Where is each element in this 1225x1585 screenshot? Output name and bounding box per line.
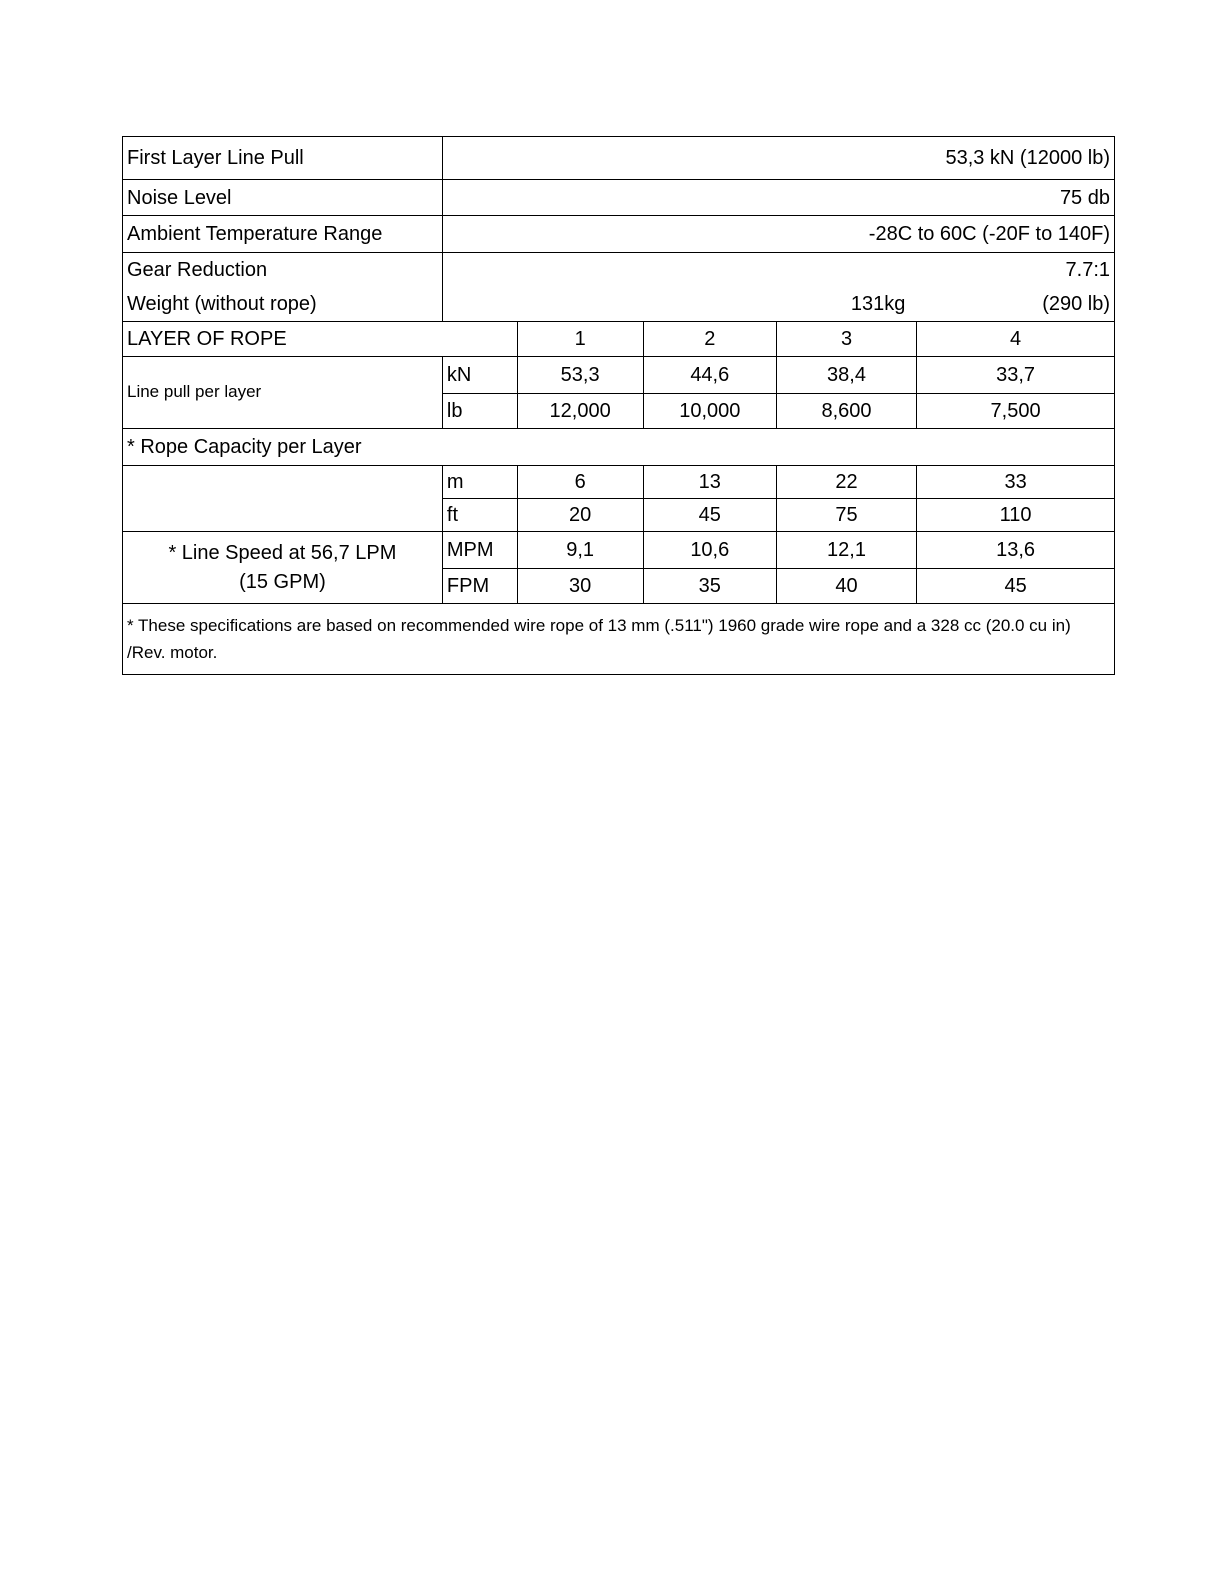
layer-column-4: 4	[917, 322, 1115, 357]
rope-capacity-header-row	[123, 429, 1115, 466]
line-pull-kn-unit: kN	[442, 357, 517, 394]
rope-capacity-m-value: 22	[776, 466, 916, 499]
line-pull-kn-row	[123, 357, 1115, 394]
noise-level-label: Noise Level	[123, 180, 443, 216]
line-pull-lb-unit: lb	[442, 394, 517, 429]
weight-kg-value: 131kg	[850, 293, 906, 315]
line-speed-fpm-value: 45	[917, 569, 1115, 604]
layer-column-3: 3	[776, 322, 916, 357]
line-speed-mpm-unit: MPM	[442, 532, 517, 569]
weight-lb-value: (290 lb)	[1042, 293, 1110, 315]
footnote: * These specifications are based on recommended wire rope of 13 mm (.511") 1960 grade wire rope and a 328 cc (20.0 cu in) /Rev. motor.	[123, 604, 1115, 675]
line-pull-label: Line pull per layer	[123, 357, 443, 429]
rope-capacity-m-value: 6	[517, 466, 643, 499]
weight-label: Weight (without rope)	[127, 293, 317, 315]
rope-capacity-label: * Rope Capacity per Layer	[123, 429, 1115, 466]
rope-capacity-ft-value: 20	[517, 499, 643, 532]
line-speed-label-line1: * Line Speed at 56,7 LPM	[168, 541, 397, 564]
rope-capacity-m-row	[123, 466, 1115, 499]
gear-reduction-value: 7.7:1	[1065, 259, 1110, 281]
rope-capacity-m-unit: m	[442, 466, 517, 499]
line-pull-lb-value: 8,600	[776, 394, 916, 429]
first-layer-line-pull-value: 53,3 kN (12000 lb)	[442, 137, 1114, 180]
first-layer-line-pull-row	[123, 137, 1115, 180]
line-pull-kn-value: 38,4	[776, 357, 916, 394]
footnote-row	[123, 604, 1115, 675]
noise-level-value: 75 db	[442, 180, 1114, 216]
layer-of-rope-row	[123, 322, 1115, 357]
line-speed-mpm-value: 13,6	[917, 532, 1115, 569]
line-speed-fpm-unit: FPM	[442, 569, 517, 604]
line-pull-lb-value: 12,000	[517, 394, 643, 429]
line-pull-kn-value: 33,7	[917, 357, 1115, 394]
line-pull-kn-value: 53,3	[517, 357, 643, 394]
rope-capacity-m-value: 33	[917, 466, 1115, 499]
ambient-temperature-value: -28C to 60C (-20F to 140F)	[442, 216, 1114, 253]
rope-capacity-ft-value: 45	[643, 499, 776, 532]
line-speed-label	[123, 532, 443, 604]
gear-weight-values	[442, 253, 1114, 322]
ambient-temperature-label: Ambient Temperature Range	[123, 216, 443, 253]
ambient-temperature-row	[123, 216, 1115, 253]
layer-column-1: 1	[517, 322, 643, 357]
specifications-table	[122, 136, 1115, 675]
rope-capacity-blank-cell	[123, 466, 443, 532]
line-pull-kn-value: 44,6	[643, 357, 776, 394]
line-speed-fpm-value: 35	[643, 569, 776, 604]
rope-capacity-m-value: 13	[643, 466, 776, 499]
line-speed-mpm-value: 10,6	[643, 532, 776, 569]
rope-capacity-ft-unit: ft	[442, 499, 517, 532]
line-speed-fpm-value: 30	[517, 569, 643, 604]
gear-reduction-label: Gear Reduction	[127, 259, 268, 281]
rope-capacity-ft-value: 75	[776, 499, 916, 532]
noise-level-row	[123, 180, 1115, 216]
line-pull-lb-value: 7,500	[917, 394, 1115, 429]
gear-weight-row	[123, 253, 1115, 322]
weight-values	[447, 287, 1110, 321]
rope-capacity-ft-value: 110	[917, 499, 1115, 532]
line-speed-label-line2: (15 GPM)	[239, 570, 326, 593]
line-speed-mpm-value: 12,1	[776, 532, 916, 569]
gear-weight-labels	[123, 253, 443, 322]
line-speed-mpm-value: 9,1	[517, 532, 643, 569]
line-pull-lb-value: 10,000	[643, 394, 776, 429]
line-speed-mpm-row	[123, 532, 1115, 569]
layer-of-rope-label: LAYER OF ROPE	[123, 322, 518, 357]
first-layer-line-pull-label: First Layer Line Pull	[123, 137, 443, 180]
line-speed-fpm-value: 40	[776, 569, 916, 604]
layer-column-2: 2	[643, 322, 776, 357]
